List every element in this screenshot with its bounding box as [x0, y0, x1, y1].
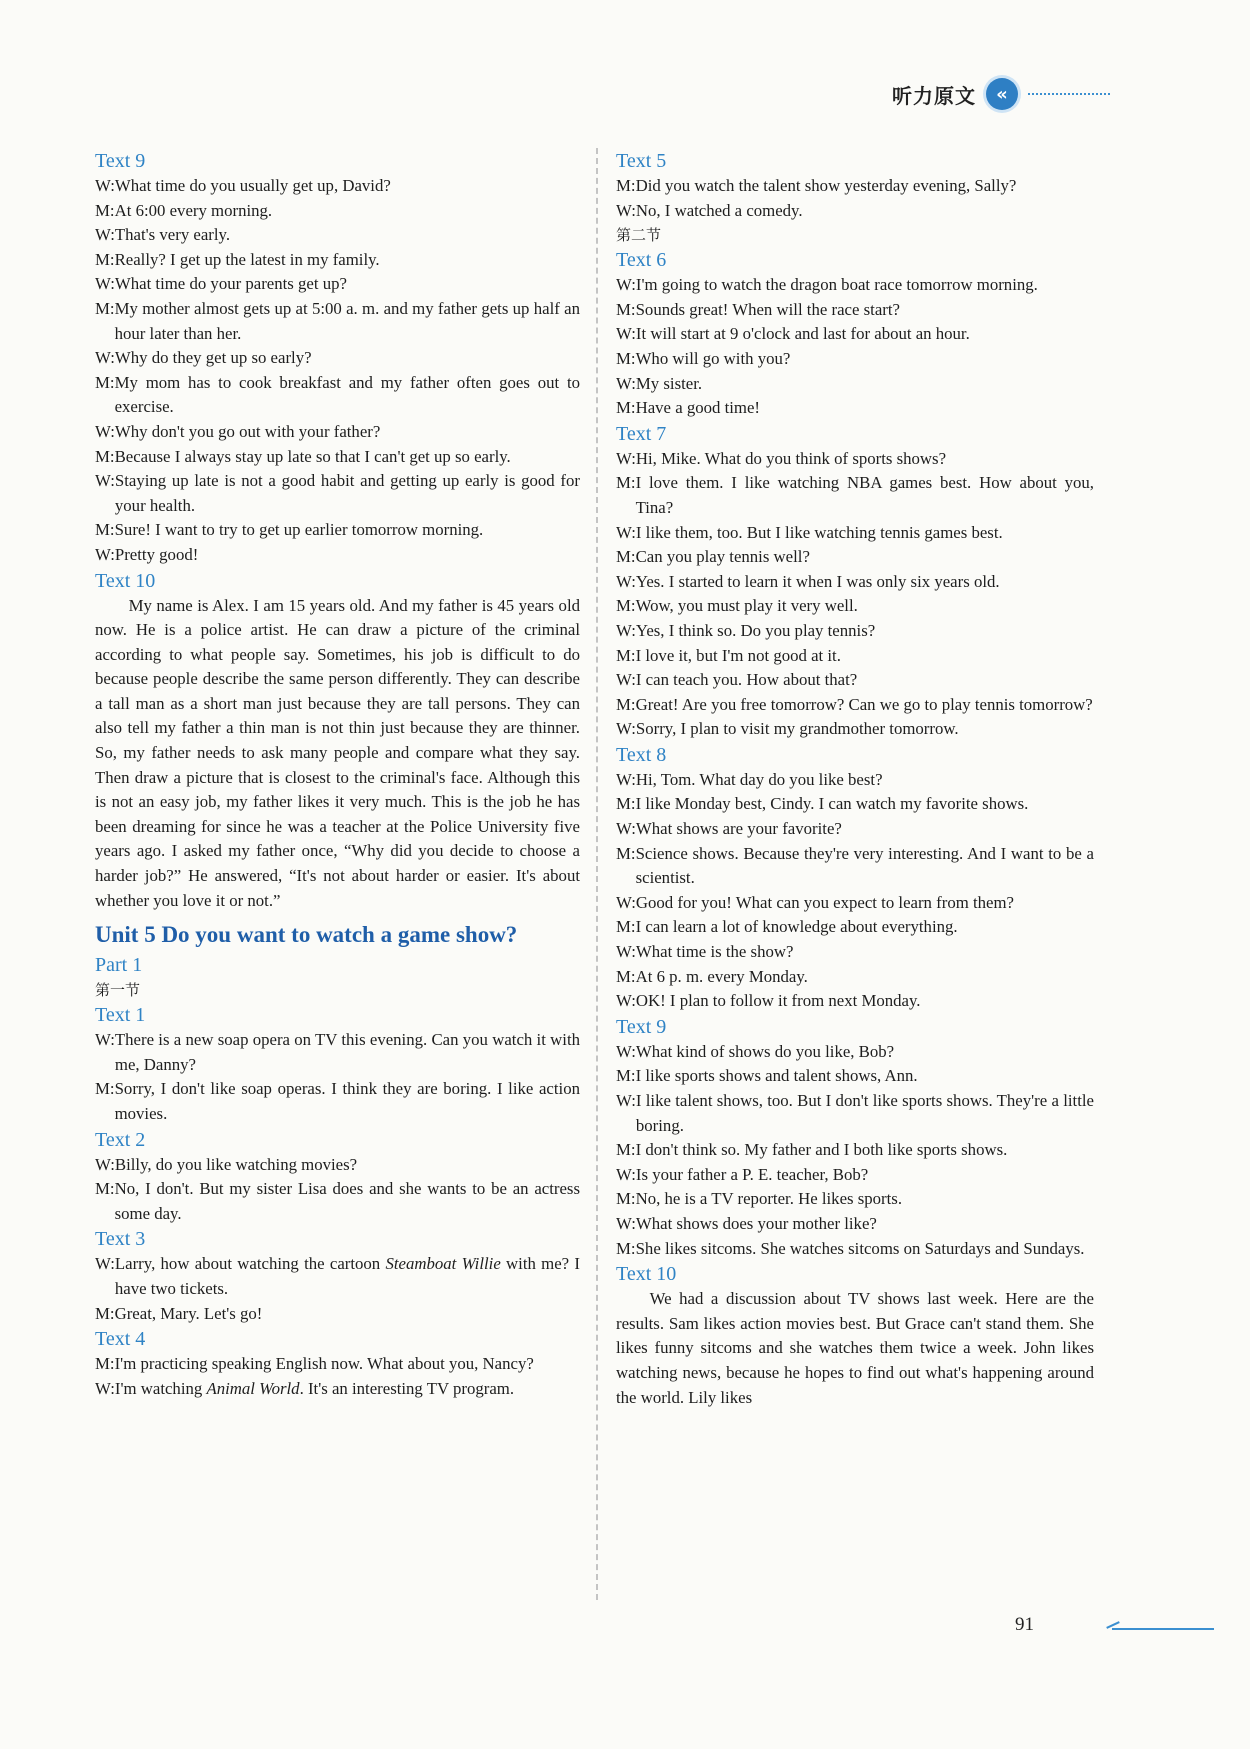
- speaker-label: M:: [616, 547, 636, 567]
- header-title: 听力原文: [892, 83, 976, 108]
- section-heading-1: 第一节: [95, 981, 141, 1000]
- speaker-label: W:: [616, 448, 636, 468]
- dialogue-line: [616, 298, 1094, 323]
- speaker-label: W:: [95, 1254, 115, 1274]
- speaker-label: M:: [616, 794, 636, 814]
- dialogue-text: I love it, but I'm not good at it.: [635, 645, 841, 665]
- left-text2-dialogue: [95, 1153, 580, 1227]
- dialogue-text: There is a new soap opera on TV this evening. Can you watch it with me, Danny?: [114, 1030, 580, 1074]
- dialogue-text: I'm practicing speaking English now. What about you, Nancy?: [114, 1354, 534, 1374]
- dialogue-text: At 6 p. m. every Monday.: [635, 966, 808, 986]
- dialogue-line: [95, 223, 580, 248]
- right-text10-title: Text 10: [616, 1263, 677, 1286]
- dialogue-text: Did you watch the talent show yesterday evening, Sally?: [635, 176, 1017, 195]
- dialogue-text: Pretty good!: [114, 544, 199, 564]
- dialogue-text: She likes sitcoms. She watches sitcoms on Saturdays and Sundays.: [635, 1238, 1085, 1258]
- dialogue-text: Billy, do you like watching movies?: [114, 1154, 358, 1174]
- dialogue-line: [616, 199, 1094, 224]
- dialogue-text: What shows does your mother like?: [635, 1213, 877, 1233]
- dialogue-line: [616, 521, 1094, 546]
- dialogue-line: [616, 396, 1094, 421]
- left-text10-title: Text 10: [95, 569, 156, 592]
- speaker-label: W:: [616, 942, 636, 962]
- dialogue-text: Who will go with you?: [635, 348, 791, 368]
- right-text6-dialogue: [616, 273, 1094, 421]
- unit-heading: Unit 5 Do you want to watch a game show?: [95, 922, 518, 948]
- dialogue-line: [616, 570, 1094, 595]
- speaker-label: W:: [616, 819, 636, 839]
- dialogue-text: Have a good time!: [635, 398, 761, 418]
- dialogue-text: It will start at 9 o'clock and last for about an hour.: [635, 324, 970, 344]
- dialogue-line: [616, 447, 1094, 472]
- dialogue-text: Is your father a P. E. teacher, Bob?: [635, 1164, 869, 1184]
- dialogue-line: [95, 199, 580, 224]
- dialogue-text: Science shows. Because they're very interesting. And I want to be a scientist.: [635, 843, 1094, 888]
- speaker-label: W:: [616, 620, 636, 640]
- dialogue-line: [616, 842, 1094, 891]
- speaker-label: M:: [616, 1066, 636, 1086]
- left-text1-title: Text 1: [95, 1004, 146, 1027]
- dialogue-line: [616, 1237, 1094, 1262]
- dialogue-text: I like talent shows, too. But I don't like sports shows. They're a little boring.: [635, 1091, 1094, 1135]
- dialogue-line: [616, 891, 1094, 916]
- dialogue-line: [616, 989, 1094, 1014]
- speaker-label: W:: [95, 471, 115, 491]
- speaker-label: W:: [616, 1091, 636, 1110]
- dialogue-text: I like them, too. But I like watching tennis games best.: [635, 522, 1003, 542]
- speaker-label: W:: [616, 1213, 636, 1233]
- dialogue-line: [95, 518, 580, 543]
- dialogue-text: Great, Mary. Let's go!: [114, 1303, 263, 1323]
- speaker-label: W:: [95, 176, 115, 195]
- speaker-label: M:: [95, 1354, 115, 1374]
- speaker-label: M:: [616, 1238, 636, 1258]
- page-number: 91: [1015, 1614, 1034, 1635]
- right-text10-paragraph: We had a discussion about TV shows last week. Here are the results. Sam likes action movies best. But Grace can't stand them. She likes funny sitcoms and she watches them twice a week. John likes watching news, because he hopes to find out what's happening around the world. Lily likes: [616, 1289, 1094, 1407]
- dialogue-line: [95, 248, 580, 273]
- dialogue-text: I don't think so. My father and I both like sports shows.: [635, 1140, 1008, 1160]
- right-text8-title: Text 8: [616, 743, 667, 766]
- dialogue-text: I love them. I like watching NBA games best. How about you, Tina?: [635, 473, 1094, 517]
- dialogue-line: [616, 915, 1094, 940]
- dialogue-line: [95, 371, 580, 420]
- dialogue-text: I can teach you. How about that?: [635, 670, 858, 690]
- speaker-label: M:: [95, 520, 115, 540]
- speaker-label: M:: [95, 1179, 115, 1199]
- speaker-label: M:: [616, 966, 636, 986]
- speaker-label: W:: [95, 421, 115, 441]
- dialogue-text: Really? I get up the latest in my family.: [114, 249, 380, 269]
- dialogue-text: OK! I plan to follow it from next Monday.: [635, 991, 921, 1011]
- dialogue-text: My mother almost gets up at 5:00 a. m. and my father gets up half an hour later than her.: [114, 298, 580, 343]
- double-chevron-left-icon: «: [986, 78, 1018, 110]
- dialogue-line: [95, 346, 580, 371]
- dialogue-text: What kind of shows do you like, Bob?: [635, 1041, 895, 1061]
- dialogue-line: [616, 1040, 1094, 1065]
- dialogue-line: [95, 1252, 580, 1301]
- dialogue-text: Sorry, I don't like soap operas. I think they are boring. I like action movies.: [114, 1079, 580, 1123]
- dialogue-line: [616, 545, 1094, 570]
- dialogue-line: [95, 1153, 580, 1178]
- dialogue-line: [95, 297, 580, 346]
- speaker-label: M:: [616, 645, 636, 665]
- left-text4-title: Text 4: [95, 1328, 146, 1351]
- dialogue-text: Can you play tennis well?: [635, 547, 810, 567]
- dialogue-line: [95, 543, 580, 568]
- dialogue-text: Yes. I started to learn it when I was only six years old.: [635, 571, 1000, 591]
- left-text10-paragraph: My name is Alex. I am 15 years old. And my father is 45 years old now. He is a police artist. He can draw a picture of the criminal according to what people say. Sometimes, his job is difficult to do because people describe the same person differently. They can describe a tall man as a short man just because they are tall persons. They can also tell my father a thin man is not thin just because they are thinner. So, my father needs to ask many people and compare what they say. Then draw a picture that is closest to the criminal's face. Although this is not an easy job, my father likes it very much. This is the job he has been dreaming for since he was a teacher at the Police University five years ago. I asked my father once, “Why did you decide to choose a harder job?” He answered, “It's not about harder or easier. It's about whether you love it or not.”: [95, 595, 580, 910]
- dialogue-line: [616, 322, 1094, 347]
- dialogue-line: [616, 1212, 1094, 1237]
- dialogue-text: At 6:00 every morning.: [114, 200, 273, 220]
- speaker-label: W:: [616, 275, 636, 295]
- dialogue-line: [616, 668, 1094, 693]
- speaker-label: M:: [616, 596, 636, 616]
- column-divider: [596, 148, 598, 1600]
- speaker-label: W:: [616, 324, 636, 344]
- dialogue-line: [616, 792, 1094, 817]
- speaker-label: W:: [616, 200, 636, 220]
- speaker-label: W:: [616, 571, 636, 591]
- dialogue-line: [95, 1177, 580, 1226]
- dialogue-line: [616, 471, 1094, 520]
- dialogue-line: [616, 619, 1094, 644]
- dialogue-line: [95, 445, 580, 470]
- dialogue-line: [616, 1064, 1094, 1089]
- page-number-rule: [1112, 1628, 1214, 1630]
- speaker-label: M:: [616, 299, 636, 319]
- speaker-label: M:: [616, 473, 636, 493]
- header-dotted-rule: [1028, 93, 1110, 95]
- speaker-label: M:: [95, 200, 115, 220]
- speaker-label: M:: [616, 917, 636, 937]
- dialogue-line: [616, 1163, 1094, 1188]
- dialogue-text: I can learn a lot of knowledge about everything.: [635, 917, 958, 937]
- dialogue-text: What shows are your favorite?: [635, 819, 842, 839]
- dialogue-text: Staying up late is not a good habit and getting up early is good for your health.: [114, 471, 580, 515]
- dialogue-text: Because I always stay up late so that I can't get up so early.: [114, 446, 511, 466]
- dialogue-line: [616, 693, 1094, 718]
- left-column: [95, 148, 580, 1401]
- speaker-label: W:: [616, 670, 636, 690]
- speaker-label: W:: [616, 1041, 636, 1061]
- dialogue-line: [616, 644, 1094, 669]
- speaker-label: W:: [95, 544, 115, 564]
- dialogue-text: My mom has to cook breakfast and my father often goes out to exercise.: [114, 372, 580, 417]
- dialogue-line: [616, 1089, 1094, 1138]
- speaker-label: M:: [95, 1303, 115, 1323]
- speaker-label: M:: [95, 1079, 115, 1099]
- dialogue-line: [95, 1302, 580, 1327]
- part-heading: Part 1: [95, 954, 143, 977]
- dialogue-text: I'm watching Animal World. It's an interesting TV program.: [114, 1378, 515, 1398]
- speaker-label: W:: [616, 1164, 636, 1184]
- dialogue-line: [95, 420, 580, 445]
- speaker-label: M:: [95, 372, 115, 392]
- speaker-label: M:: [616, 176, 636, 195]
- dialogue-line: [95, 272, 580, 297]
- right-column: [616, 148, 1094, 1410]
- left-text3-title: Text 3: [95, 1228, 146, 1251]
- dialogue-line: [616, 965, 1094, 990]
- speaker-label: M:: [616, 1189, 636, 1209]
- dialogue-line: [616, 347, 1094, 372]
- left-text9-title: Text 9: [95, 150, 146, 172]
- dialogue-line: [616, 594, 1094, 619]
- dialogue-text: Hi, Mike. What do you think of sports shows?: [635, 448, 947, 468]
- dialogue-line: [616, 940, 1094, 965]
- dialogue-line: [616, 372, 1094, 397]
- speaker-label: M:: [616, 348, 636, 368]
- right-text9-dialogue: [616, 1040, 1094, 1261]
- section-heading-2: 第二节: [616, 226, 662, 245]
- speaker-label: W:: [616, 719, 636, 739]
- speaker-label: M:: [616, 843, 636, 863]
- dialogue-line: [95, 174, 580, 199]
- dialogue-line: [616, 273, 1094, 298]
- right-text8-dialogue: [616, 768, 1094, 1014]
- right-text7-dialogue: [616, 447, 1094, 742]
- dialogue-text: Good for you! What can you expect to learn from them?: [635, 892, 1014, 912]
- left-text2-title: Text 2: [95, 1128, 146, 1151]
- dialogue-text: No, I don't. But my sister Lisa does and she wants to be an actress some day.: [114, 1179, 580, 1223]
- speaker-label: W:: [616, 373, 636, 393]
- dialogue-text: No, I watched a comedy.: [635, 200, 803, 220]
- dialogue-text: Sounds great! When will the race start?: [635, 299, 900, 319]
- dialogue-text: Great! Are you free tomorrow? Can we go to play tennis tomorrow?: [635, 694, 1093, 714]
- right-text5-title: Text 5: [616, 150, 667, 172]
- dialogue-line: [616, 1138, 1094, 1163]
- speaker-label: W:: [616, 892, 636, 912]
- speaker-label: W:: [95, 1030, 115, 1050]
- dialogue-line: [616, 1187, 1094, 1212]
- dialogue-text: That's very early.: [114, 225, 231, 245]
- left-text9-dialogue: [95, 174, 580, 568]
- speaker-label: M:: [616, 398, 636, 418]
- page-header: [892, 78, 1110, 110]
- dialogue-text: Sorry, I plan to visit my grandmother tomorrow.: [635, 719, 959, 739]
- right-text6-title: Text 6: [616, 249, 667, 272]
- dialogue-text: What time is the show?: [635, 942, 794, 962]
- dialogue-text: Larry, how about watching the cartoon Steamboat Willie with me? I have two tickets.: [114, 1254, 580, 1298]
- dialogue-text: Why don't you go out with your father?: [114, 421, 381, 441]
- dialogue-line: [95, 1352, 580, 1377]
- dialogue-line: [95, 1377, 580, 1402]
- speaker-label: W:: [616, 522, 636, 542]
- dialogue-text: I like Monday best, Cindy. I can watch my favorite shows.: [635, 794, 1029, 814]
- speaker-label: W:: [95, 225, 115, 245]
- speaker-label: M:: [95, 298, 115, 318]
- dialogue-text: No, he is a TV reporter. He likes sports.: [635, 1189, 903, 1209]
- dialogue-line: [616, 817, 1094, 842]
- dialogue-text: Yes, I think so. Do you play tennis?: [635, 620, 876, 640]
- dialogue-text: My sister.: [635, 373, 703, 393]
- speaker-label: W:: [95, 1378, 115, 1398]
- speaker-label: W:: [616, 991, 636, 1011]
- speaker-label: M:: [616, 694, 636, 714]
- speaker-label: W:: [95, 1154, 115, 1174]
- dialogue-text: What time do your parents get up?: [114, 274, 347, 294]
- speaker-label: W:: [616, 769, 636, 789]
- left-text1-dialogue: [95, 1028, 580, 1126]
- dialogue-line: [616, 717, 1094, 742]
- dialogue-text: Why do they get up so early?: [114, 348, 312, 368]
- dialogue-text: Wow, you must play it very well.: [635, 596, 858, 616]
- dialogue-text: Sure! I want to try to get up earlier tomorrow morning.: [114, 520, 484, 540]
- right-text5-dialogue: [616, 174, 1094, 223]
- dialogue-line: [95, 1028, 580, 1077]
- right-text9-title: Text 9: [616, 1015, 667, 1038]
- dialogue-line: [616, 768, 1094, 793]
- dialogue-text: I like sports shows and talent shows, Ann.: [635, 1066, 918, 1086]
- speaker-label: W:: [95, 274, 115, 294]
- dialogue-text: What time do you usually get up, David?: [114, 176, 391, 195]
- dialogue-line: [95, 1077, 580, 1126]
- speaker-label: M:: [95, 446, 115, 466]
- dialogue-text: I'm going to watch the dragon boat race tomorrow morning.: [635, 275, 1038, 295]
- speaker-label: W:: [95, 348, 115, 368]
- dialogue-line: [616, 174, 1094, 199]
- dialogue-text: Hi, Tom. What day do you like best?: [635, 769, 883, 789]
- speaker-label: M:: [95, 249, 115, 269]
- dialogue-line: [95, 469, 580, 518]
- right-text7-title: Text 7: [616, 422, 667, 445]
- speaker-label: M:: [616, 1140, 636, 1160]
